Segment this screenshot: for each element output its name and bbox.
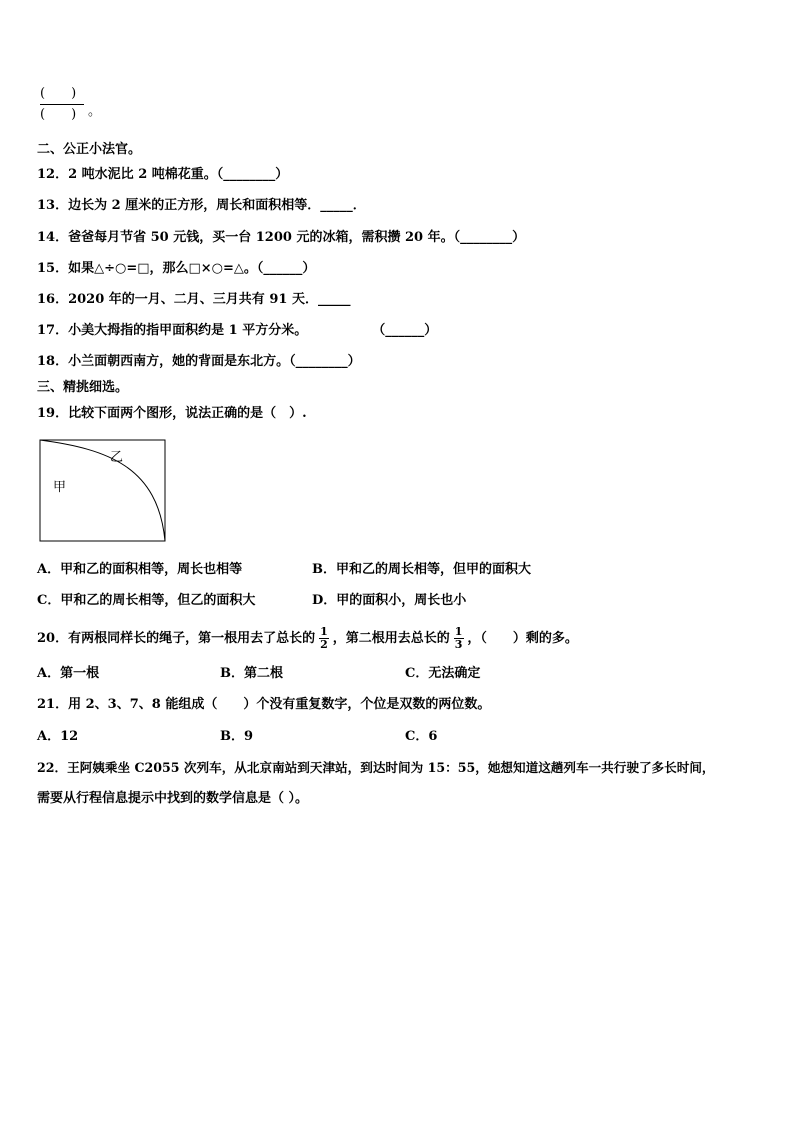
question-20 <box>37 626 578 651</box>
q19-option-b[interactable]: B．甲和乙的周长相等，但甲的面积大 <box>312 562 531 577</box>
q20-option-b[interactable]: B．第二根 <box>220 666 283 681</box>
q20-option-a[interactable]: A．第一根 <box>37 666 100 681</box>
section-2-heading: 二、公正小法官。 <box>37 142 142 157</box>
fraction-numerator-blank: ( ) <box>40 86 77 101</box>
question-12: 12．2 吨水泥比 2 吨棉花重。（________） <box>37 167 289 182</box>
section-3-heading: 三、精挑细选。 <box>37 380 129 395</box>
q21-option-a[interactable]: A．12 <box>37 729 79 744</box>
question-14: 14．爸爸每月节省 50 元钱，买一台 1200 元的冰箱，需积攒 20 年。（________） <box>37 230 526 245</box>
q20-text-2: ，第二根用去总长的 <box>332 631 450 646</box>
q19-option-a[interactable]: A．甲和乙的面积相等，周长也相等 <box>37 562 243 577</box>
fraction-one-half <box>318 626 330 651</box>
q20-text-1: 20．有两根同样长的绳子，第一根用去了总长的 <box>37 631 316 646</box>
question-22-line-2: 需要从行程信息提示中找到的数学信息是（ ）。 <box>37 791 309 806</box>
question-19: 19．比较下面两个图形，说法正确的是（ ）. <box>37 406 307 421</box>
fraction-denominator: 3 <box>454 638 463 651</box>
question-18: 18．小兰面朝西南方，她的背面是东北方。（________） <box>37 354 361 369</box>
q19-option-d[interactable]: D．甲的面积小，周长也小 <box>312 593 467 608</box>
fraction-denominator-blank: ( ) <box>40 107 77 122</box>
q19-option-c[interactable]: C．甲和乙的周长相等，但乙的面积大 <box>37 593 256 608</box>
q21-option-b[interactable]: B．9 <box>220 729 254 744</box>
label-yi: 乙 <box>110 450 124 465</box>
question-13: 13．边长为 2 厘米的正方形，周长和面积相等．_____． <box>37 198 366 213</box>
fraction-numerator: 1 <box>454 625 463 638</box>
fraction-denominator: 2 <box>320 638 328 651</box>
question-21: 21．用 2、3、7、8 能组成（ ）个没有重复数字，个位是双数的两位数。 <box>37 697 491 712</box>
q21-option-c[interactable]: C．6 <box>405 729 438 744</box>
q19-figure <box>38 437 168 543</box>
fraction-period: 。 <box>88 104 102 119</box>
question-16: 16．2020 年的一月、二月、三月共有 91 天．_____ <box>37 292 351 307</box>
label-jia: 甲 <box>53 480 67 495</box>
fraction-bar <box>40 104 84 105</box>
q20-text-3: ，（ ）剩的多。 <box>467 631 578 646</box>
question-15: 15．如果△÷○=□，那么□×○=△。（______） <box>37 261 316 276</box>
answer-fraction <box>40 86 84 123</box>
q20-option-c[interactable]: C．无法确定 <box>405 666 481 681</box>
fraction-one-third <box>453 626 465 651</box>
question-17: 17．小美大拇指的指甲面积约是 1 平方分米。 （______） <box>37 323 438 338</box>
question-22-line-1: 22．王阿姨乘坐 C2055 次列车，从北京南站到天津站，到达时间为 15：55，她想知道这趟列车一共行驶了多长时间， <box>37 760 715 775</box>
fraction-numerator: 1 <box>320 625 328 638</box>
